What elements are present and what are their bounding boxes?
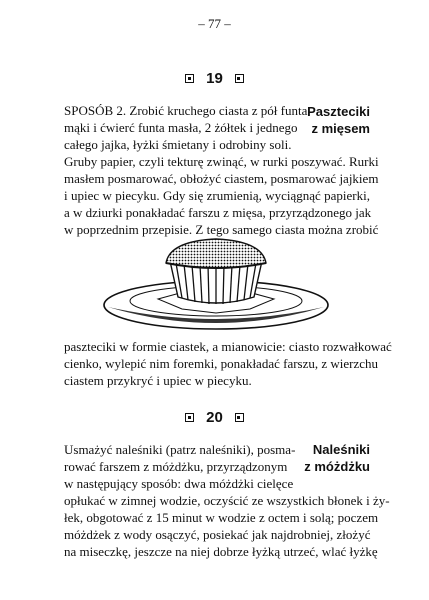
text-line: mąki i ćwierć funta masła, 2 żółtek i jednego: [64, 120, 298, 135]
text-line: w następujący sposób: dwa móżdżki cielęce: [64, 476, 294, 491]
square-bullet-icon: [235, 413, 244, 422]
text-line: całego jajka, łyżki śmietany i odrobiny soli.: [64, 137, 292, 152]
text-line: cienko, wylepić nim foremki, ponakładać farszu, z wierzchu: [64, 356, 379, 371]
text-line: w poprzednim przepisie. Z tego samego ciasta można zrobić: [64, 222, 379, 237]
text-line: opłukać w zimnej wodzie, oczyścić ze wszystkich błonek i ży-: [64, 493, 390, 508]
text-line: masłem posmarować, obłożyć ciastem, posmarować jajkiem: [64, 171, 379, 186]
text-line: SPOSÓB 2. Zrobić kruchego ciasta z pół funta: [64, 103, 308, 118]
square-bullet-icon: [185, 74, 194, 83]
recipe-title: [290, 441, 370, 475]
text-line: a w dziurki ponakładać farszu z mięsa, przyrządzonego jak: [64, 205, 372, 220]
pastry-illustration: [100, 235, 332, 333]
page-number: – 77 –: [198, 16, 231, 31]
section-header-20: [0, 409, 429, 426]
recipe-title-line: Paszteciki: [307, 104, 370, 119]
text-line: na miseczkę, jeszcze na niej dobrze łyżką utrzeć, wlać łyżkę: [64, 544, 378, 559]
section-number: 19: [206, 70, 223, 87]
section-header-19: [0, 70, 429, 87]
recipe-title-line: z mięsem: [311, 121, 370, 136]
text-line: móżdżek z wody osączyć, posiekać jak najdrobniej, złożyć: [64, 527, 371, 542]
square-bullet-icon: [185, 413, 194, 422]
text-line: Usmażyć naleśniki (patrz naleśniki), posma-: [64, 442, 296, 457]
text-line: rować farszem z móżdżku, przyrządzonym: [64, 459, 288, 474]
recipe-title-line: Naleśniki: [312, 442, 370, 457]
text-line: łek, obgotować z 15 minut w wodzie z octem i solą; poczem: [64, 510, 379, 525]
text-line: Gruby papier, czyli tekturę zwinąć, w rurki poszywać. Rurki: [64, 154, 379, 169]
text-line: paszteciki w formie ciastek, a mianowicie: ciasto rozwałkować: [64, 339, 392, 354]
text-line: i upiec w piecyku. Gdy się zrumienią, wyciągnąć papierki,: [64, 188, 370, 203]
section-number: 20: [206, 409, 223, 426]
text-line: ciastem przykryć i upiec w piecyku.: [64, 373, 252, 388]
recipe-title-line: z móżdżku: [304, 459, 370, 474]
square-bullet-icon: [235, 74, 244, 83]
